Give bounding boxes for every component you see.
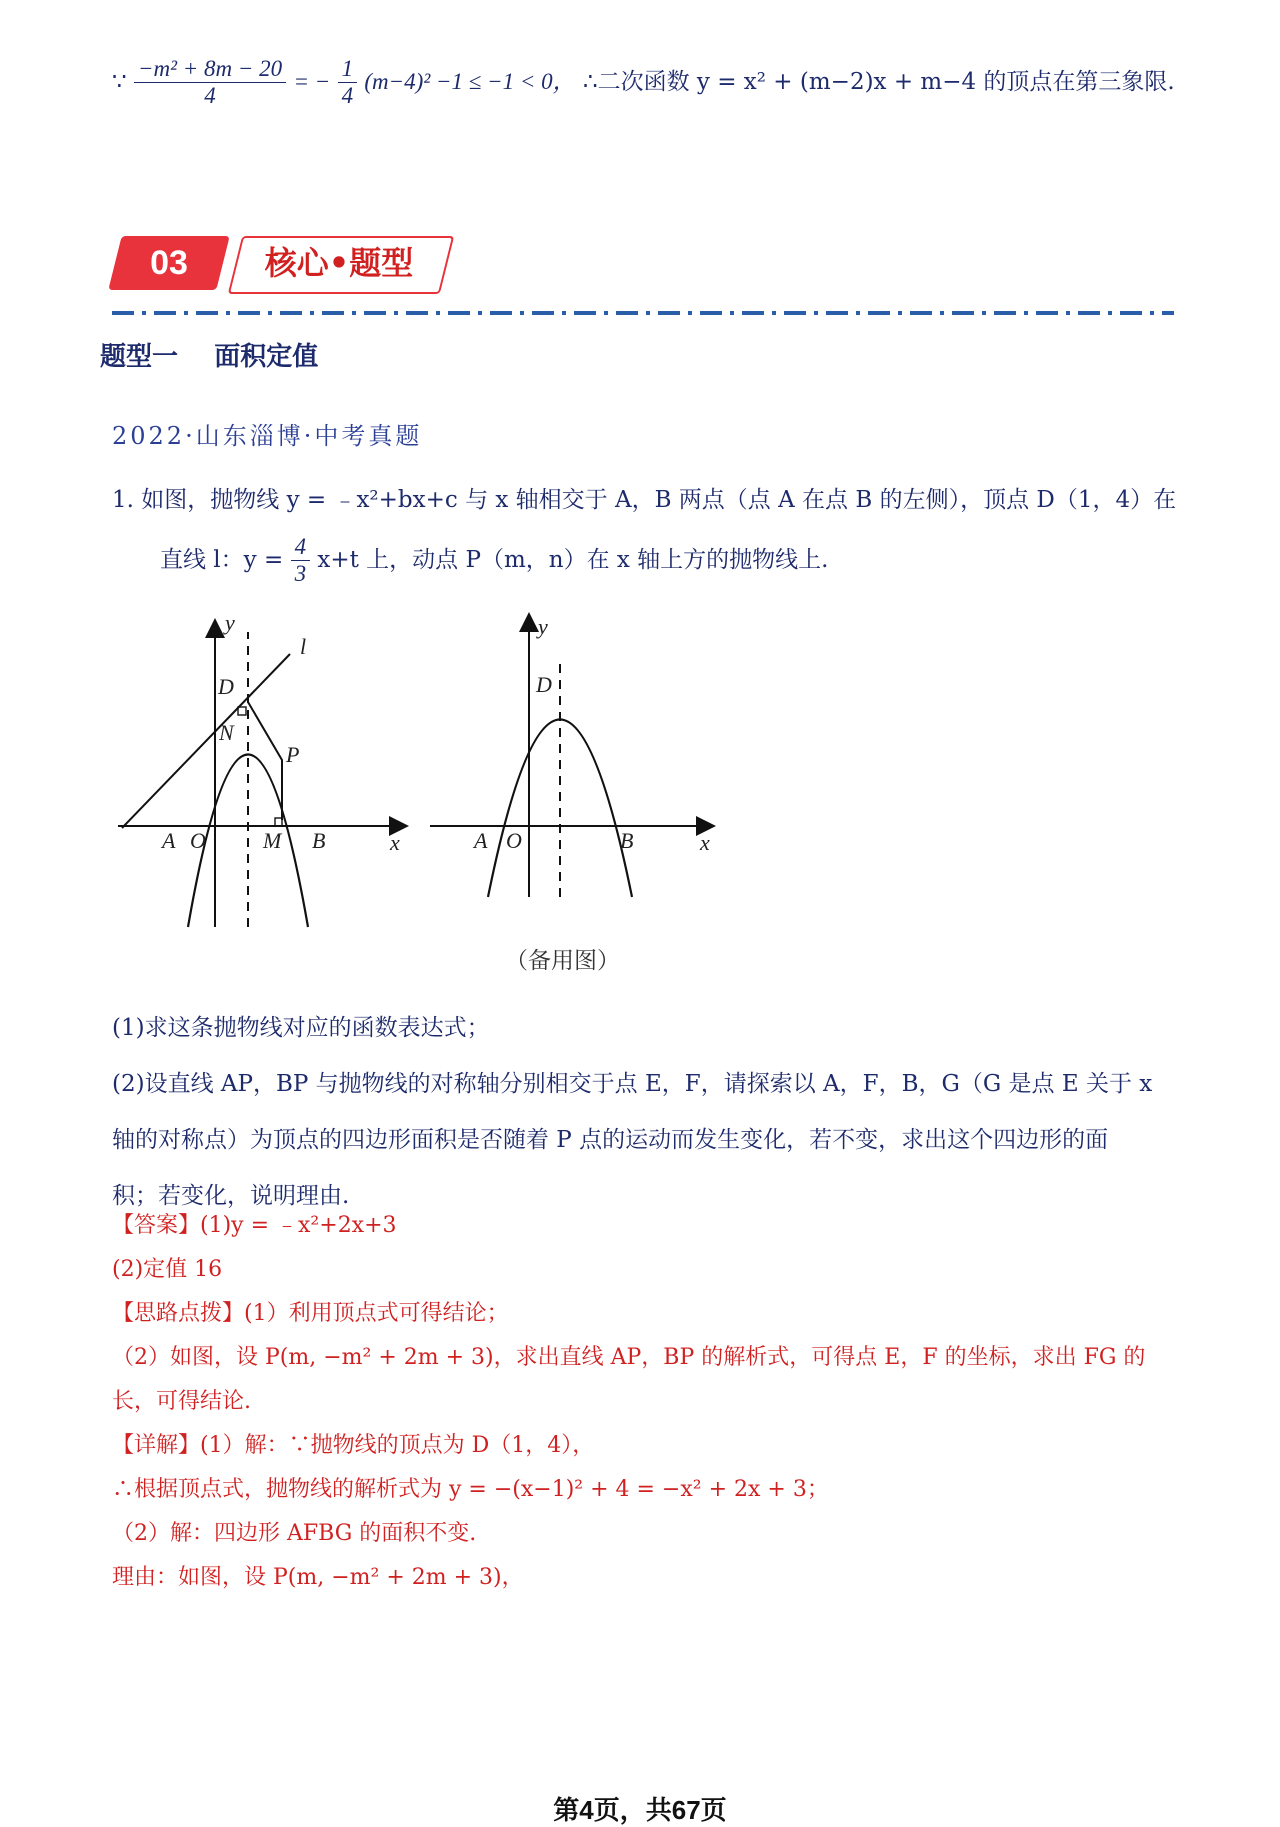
label-d: D — [218, 674, 234, 699]
questions — [112, 1000, 1182, 1224]
label-x: x — [390, 830, 400, 855]
problem-line-1 — [112, 472, 1177, 528]
detail-label: 【详解】 — [112, 1433, 201, 1458]
label-m: M — [263, 828, 282, 853]
formula-fraction-1 — [134, 56, 286, 110]
hint-1: (1）利用顶点式可得结论； — [244, 1301, 509, 1326]
right-angle-m — [275, 818, 282, 826]
question-2-line-2: 轴的对称点）为顶点的四边形面积是否随着 P 点的运动而发生变化，若不变，求出这个四边形的面 — [112, 1127, 1109, 1153]
detail-line-1 — [112, 1424, 1182, 1468]
type-heading: 题型一 面积定值 — [100, 342, 319, 372]
detail-1: (1）解：∵抛物线的顶点为 D（1，4）， — [200, 1433, 595, 1458]
label-o: O — [190, 828, 206, 853]
fraction-1-denominator: 4 — [204, 83, 216, 109]
problem-line-2 — [160, 534, 829, 588]
problem-figures — [100, 612, 740, 942]
segment-dp-pm — [248, 702, 282, 820]
label-y-2: y — [538, 614, 548, 639]
label-n: N — [219, 720, 234, 745]
figure-caption: （备用图） — [505, 948, 620, 974]
label-y: y — [225, 612, 235, 635]
section-number: 03 — [150, 244, 188, 282]
label-a-2: A — [474, 828, 488, 853]
problem-source: 2022·山东淄博·中考真题 — [112, 422, 423, 450]
hint-3: 长，可得结论. — [112, 1389, 251, 1414]
solution-block — [112, 1204, 1182, 1600]
formula-eq-part: = − — [293, 68, 331, 94]
detail-2: ∴根据顶点式，抛物线的解析式为 y = −(x−1)² + 4 = −x² + 2x + 3； — [112, 1477, 829, 1502]
fraction-2-numerator: 1 — [338, 56, 358, 83]
right-angle-n — [238, 707, 246, 715]
label-a: A — [162, 828, 176, 853]
detail-4: 理由：如图，设 P(m, −m² + 2m + 3)， — [112, 1565, 524, 1590]
figure-backup — [430, 614, 712, 897]
label-p: P — [286, 742, 300, 767]
hint-2: （2）如图，设 P(m, −m² + 2m + 3)，求出直线 AP，BP 的解析式，可得点 E，F 的坐标，求出 FG 的 — [112, 1345, 1146, 1370]
question-1: (1)求这条抛物线对应的函数表达式； — [112, 1015, 490, 1041]
section-title: 核心•题型 — [264, 244, 414, 282]
figure-main — [118, 612, 405, 927]
label-b-2: B — [620, 828, 634, 853]
fraction-2-denominator: 4 — [341, 83, 354, 109]
label-x-2: x — [700, 830, 710, 855]
answer-2: (2)定值 16 — [112, 1257, 223, 1282]
answer-line-1 — [112, 1204, 1182, 1248]
label-l: l — [300, 634, 307, 659]
formula-rest: (m−4)² −1 ≤ −1 < 0， — [364, 68, 576, 94]
answer-1: (1)y = ﹣x²+2x+3 — [200, 1213, 397, 1238]
answer-label: 【答案】 — [112, 1213, 201, 1238]
because-symbol: ∵ — [112, 68, 127, 95]
label-o-2: O — [506, 828, 522, 853]
detail-3: （2）解：四边形 AFBG 的面积不变. — [112, 1521, 477, 1546]
problem-text-1: 如图，抛物线 y = ﹣x²+bx+c 与 x 轴相交于 A，B 两点（点 A 在点 B 的左侧），顶点 D（1，4）在 — [141, 487, 1177, 513]
line-slope-fraction — [291, 534, 311, 588]
fraction-1-numerator: −m² + 8m − 20 — [134, 56, 286, 83]
line-l — [122, 654, 290, 828]
hint-label: 【思路点拨】 — [112, 1301, 245, 1326]
question-2-line-3: 积；若变化，说明理由. — [112, 1183, 350, 1209]
formula-fraction-2 — [338, 56, 358, 110]
hint-line-1 — [112, 1292, 1182, 1336]
section-divider — [112, 311, 1174, 315]
label-d-2: D — [536, 672, 552, 697]
top-formula — [112, 56, 1175, 110]
slope-numerator: 4 — [291, 534, 311, 561]
slope-denominator: 3 — [294, 561, 307, 587]
problem-index: 1. — [112, 487, 134, 513]
question-2-line-1: (2)设直线 AP，BP 与抛物线的对称轴分别相交于点 E，F，请探索以 A，F，B，G（G 是点 E 关于 x — [112, 1071, 1153, 1097]
formula-conclusion: ∴二次函数 y = x² + (m−2)x + m−4 的顶点在第三象限. — [582, 68, 1175, 95]
problem-text-2-pre: 直线 l：y = — [160, 546, 284, 573]
label-b: B — [312, 828, 326, 853]
page-footer: 第4页，共67页 — [553, 1795, 727, 1825]
problem-text-2-post: x+t 上，动点 P（m，n）在 x 轴上方的抛物线上. — [317, 546, 829, 573]
